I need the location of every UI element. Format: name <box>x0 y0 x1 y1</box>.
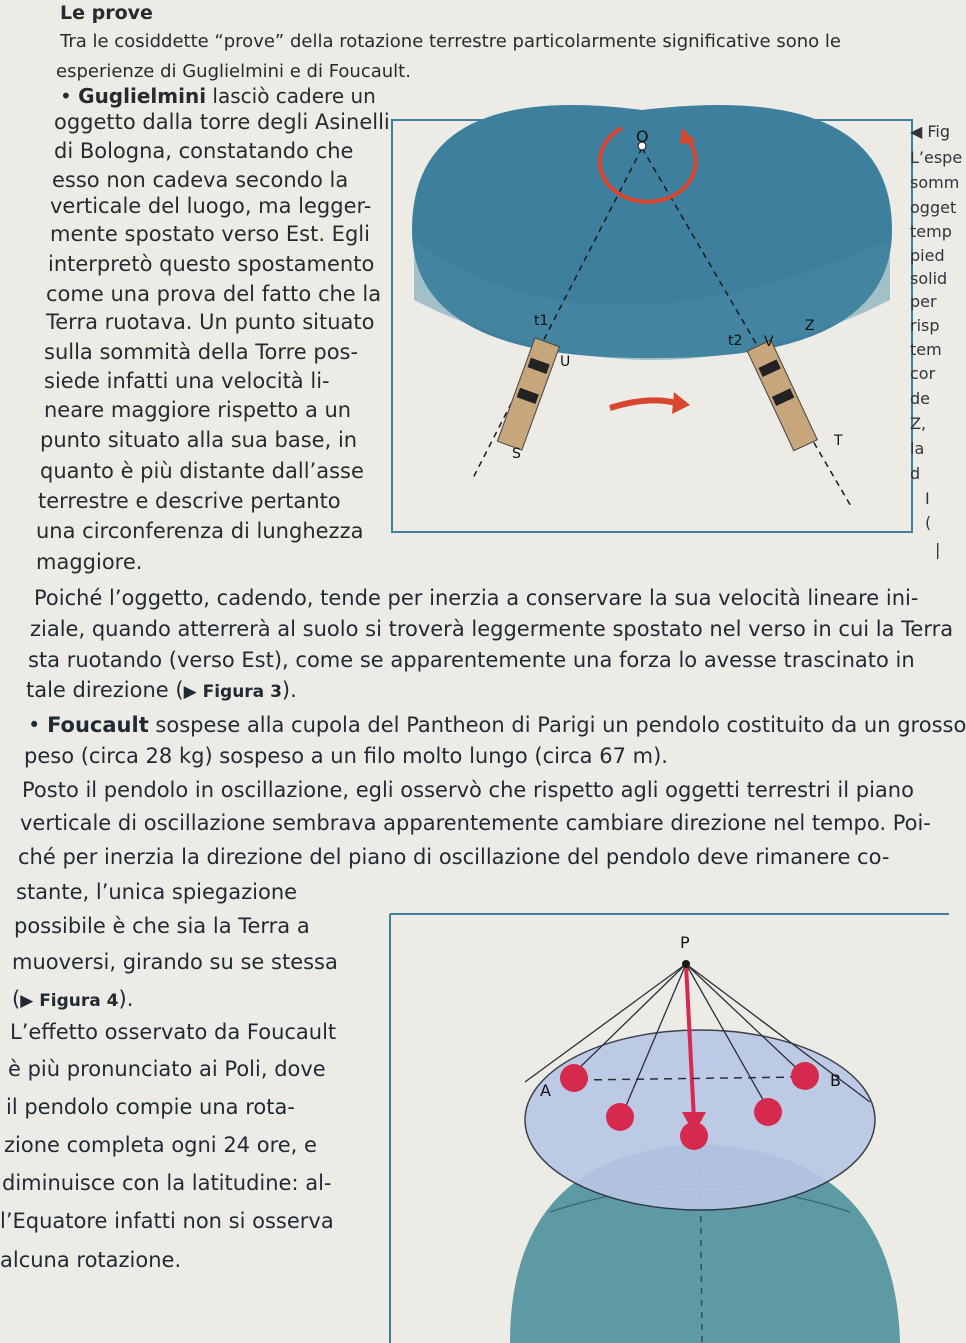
guglielmini-line: come una prova del fatto che la <box>46 282 382 306</box>
guglielmini-line: verticale del luogo, ma legger- <box>50 194 372 218</box>
label-t: T <box>834 433 843 449</box>
caption-fragment: | <box>935 540 941 559</box>
label-v: V <box>764 334 774 350</box>
caption-fragment: per <box>910 292 937 311</box>
suspension-point <box>682 960 690 968</box>
caption-fragment: d <box>910 464 921 483</box>
effect-line: è più pronunciato ai Poli, dove <box>8 1057 326 1081</box>
pendulum-bob <box>606 1103 634 1131</box>
foucault-para-line: possibile è che sia la Terra a <box>14 914 310 938</box>
tower-left <box>497 338 559 450</box>
caption-fragment: tem <box>910 340 942 359</box>
guglielmini-name: Guglielmini <box>78 84 207 108</box>
guglielmini-line: una circonferenza di lunghezza <box>36 519 364 543</box>
label-s: S <box>512 446 521 462</box>
eastward-arrowhead <box>672 392 690 414</box>
caption-fragment: pied <box>910 246 945 265</box>
figure-4-reference: ▶ Figura 4 <box>20 991 119 1011</box>
label-t2: t2 <box>728 333 743 349</box>
label-a: A <box>540 1081 551 1100</box>
foucault-line-2: peso (circa 28 kg) sospeso a un filo molto lungo (circa 67 m). <box>24 744 668 768</box>
foucault-para-line: verticale di oscillazione sembrava apparentemente cambiare direzione nel tempo. Poi- <box>20 811 931 835</box>
caption-fragment: risp <box>910 316 940 335</box>
label-t1: t1 <box>534 313 549 329</box>
pendulum-bob <box>680 1122 708 1150</box>
caption-fragment: I <box>925 489 930 508</box>
pendulum-bob-b <box>791 1062 819 1090</box>
inertia-line: ziale, quando atterrerà al suolo si troverà leggermente spostato nel verso in cui la Terra <box>30 617 954 641</box>
foucault-para-line: Posto il pendolo in oscillazione, egli osservò che rispetto agli oggetti terrestri il piano <box>22 778 914 802</box>
inertia-line: Poiché l’oggetto, cadendo, tende per inerzia a conservare la sua velocità lineare ini- <box>34 586 919 610</box>
inertia-last-after: ). <box>281 678 297 702</box>
inertia-line: sta ruotando (verso Est), come se apparentemente una forza lo avesse trascinato in <box>28 648 915 672</box>
figure-3-diagram <box>392 120 912 532</box>
caption-fragment: ( <box>925 513 932 532</box>
label-z: Z <box>805 318 815 334</box>
effect-line: L’effetto osservato da Foucault <box>10 1020 337 1044</box>
foucault-first-line <box>28 713 966 737</box>
guglielmini-line: di Bologna, constatando che <box>54 139 354 163</box>
guglielmini-line: maggiore. <box>36 550 143 574</box>
guglielmini-line: siede infatti una velocità li- <box>44 369 330 393</box>
effect-line: il pendolo compie una rota- <box>6 1095 295 1119</box>
effect-line: diminuisce con la latitudine: al- <box>2 1171 332 1195</box>
guglielmini-line: interpretò questo spostamento <box>48 252 375 276</box>
caption-fragment: Z, <box>910 414 927 433</box>
label-b: B <box>830 1071 841 1090</box>
foucault-para-line: ché per inerzia la direzione del piano di oscillazione del pendolo deve rimanere co- <box>18 845 890 869</box>
intro-line-2: esperienze di Guglielmini e di Foucault. <box>56 61 411 82</box>
foucault-name: Foucault <box>47 713 149 737</box>
caption-fragment: la <box>910 439 925 458</box>
caption-fragment: temp <box>910 222 952 241</box>
label-p: P <box>680 933 690 952</box>
effect-line: l’Equatore infatti non si osserva <box>0 1209 334 1233</box>
pendulum-bob-a <box>560 1064 588 1092</box>
tower-right <box>747 340 817 451</box>
guglielmini-line: esso non cadeva secondo la <box>52 168 349 192</box>
foucault-para-line: muoversi, girando su se stessa <box>12 950 338 974</box>
inertia-last-before: tale direzione ( <box>26 678 184 702</box>
foucault-para-line: stante, l’unica spiegazione <box>16 880 298 904</box>
figure-3-reference: ▶ Figura 3 <box>183 682 282 702</box>
label-u: U <box>560 354 571 370</box>
effect-line: zione completa ogni 24 ore, e <box>4 1133 317 1157</box>
caption-fragment: solid <box>910 269 948 288</box>
guglielmini-first-line <box>60 84 376 108</box>
section-heading: Le prove <box>60 2 153 24</box>
label-o: O <box>636 127 649 146</box>
guglielmini-line: quanto è più distante dall’asse <box>40 459 364 483</box>
guglielmini-line: oggetto dalla torre degli Asinelli <box>54 110 390 134</box>
guglielmini-line: terrestre e descrive pertanto <box>38 489 341 513</box>
figure-4-diagram <box>390 912 949 1343</box>
figure-4-reference-line: (▶ Figura 4). <box>12 987 134 1011</box>
eastward-arrow <box>610 400 676 408</box>
guglielmini-line: Terra ruotava. Un punto situato <box>46 310 375 334</box>
guglielmini-first-line-rest: lasciò cadere un <box>206 84 376 108</box>
caption-fragment: de <box>910 389 930 408</box>
inertia-line-last <box>26 678 297 704</box>
caption-fragment: ◀ Fig <box>910 122 951 141</box>
pendulum-bob <box>754 1098 782 1126</box>
effect-line: alcuna rotazione. <box>0 1248 182 1272</box>
guglielmini-line: sulla sommità della Torre pos- <box>44 340 359 364</box>
caption-fragment: cor <box>910 364 936 383</box>
guglielmini-line: punto situato alla sua base, in <box>40 428 358 452</box>
caption-fragment: L’espe <box>910 148 963 167</box>
foucault-first-line-rest: sospese alla cupola del Pantheon di Parigi un pendolo costituito da un grosso <box>148 713 966 737</box>
guglielmini-line: mente spostato verso Est. Egli <box>50 222 370 246</box>
guglielmini-line: neare maggiore rispetto a un <box>44 398 352 422</box>
caption-fragment: somm <box>910 173 960 192</box>
caption-fragment: ogget <box>910 198 957 217</box>
intro-line-1: Tra le cosiddette “prove” della rotazione terrestre particolarmente significative sono le <box>60 31 841 52</box>
bullet: • <box>60 84 79 108</box>
bullet: • <box>28 713 48 737</box>
